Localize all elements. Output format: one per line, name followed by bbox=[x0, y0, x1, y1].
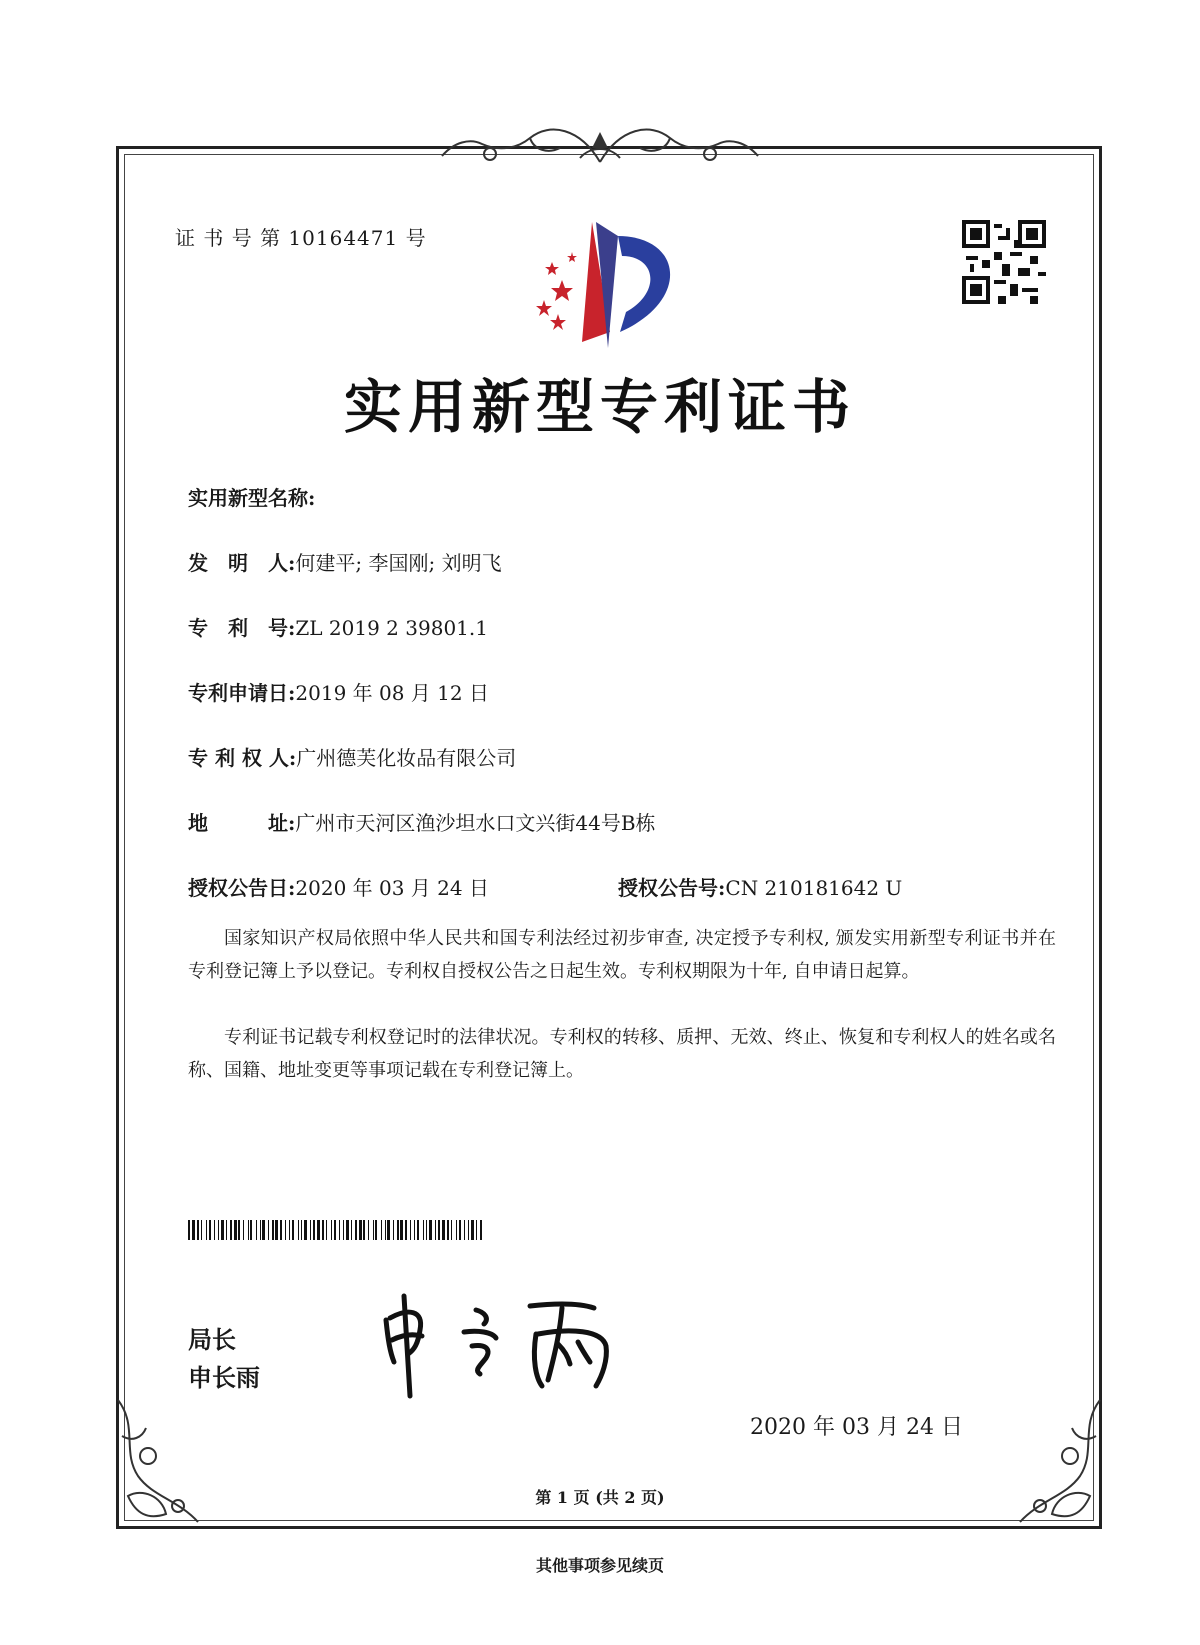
statement-paragraph-2: 专利证书记载专利权登记时的法律状况。专利权的转移、质押、无效、终止、恢复和专利权人的姓名或名称、国籍、地址变更等事项记载在专利登记簿上。 bbox=[188, 1027, 1056, 1081]
field-utility-model-name bbox=[188, 482, 315, 511]
field-inventors bbox=[188, 547, 502, 576]
director-signature-icon bbox=[380, 1290, 620, 1400]
field-application-date bbox=[188, 677, 489, 706]
corner-ornament-left-icon bbox=[108, 1396, 228, 1536]
field-value: 何建平; 李国刚; 刘明飞 bbox=[295, 551, 502, 575]
field-value: 广州市天河区渔沙坦水口文兴街44号B栋 bbox=[295, 811, 656, 835]
field-patentee bbox=[188, 742, 516, 771]
grant-number-label: 授权公告号: bbox=[618, 876, 726, 900]
field-label: 专 利 号: bbox=[188, 616, 296, 640]
field-value: 2019 年 08 月 12 日 bbox=[295, 681, 489, 705]
top-ornament-icon bbox=[430, 118, 770, 170]
field-label: 地 址: bbox=[188, 811, 296, 835]
grant-date-label: 授权公告日: bbox=[188, 876, 296, 900]
grant-date-value: 2020 年 03 月 24 日 bbox=[295, 876, 489, 900]
issue-date: 2020 年 03 月 24 日 bbox=[750, 1415, 963, 1440]
field-value: 广州德芙化妆品有限公司 bbox=[296, 746, 517, 770]
cnipa-emblem-icon bbox=[522, 222, 692, 350]
field-address bbox=[188, 807, 656, 836]
field-label: 专利申请日: bbox=[188, 681, 296, 705]
statement-paragraph-1: 国家知识产权局依照中华人民共和国专利法经过初步审查, 决定授予专利权, 颁发实用新型专利证书并在专利登记簿上予以登记。专利权自授权公告之日起生效。专利权期限为十年, 自申请日起算。 bbox=[188, 928, 1056, 982]
qr-code-icon bbox=[962, 220, 1046, 304]
corner-ornament-right-icon bbox=[990, 1396, 1110, 1536]
grant-number-value: CN 210181642 U bbox=[725, 876, 903, 900]
barcode-icon bbox=[188, 1220, 486, 1240]
director-title: 局长 bbox=[188, 1325, 236, 1354]
field-label: 专 利 权 人: bbox=[188, 746, 297, 770]
footer-note: 其他事项参见续页 bbox=[535, 1556, 664, 1575]
field-label: 发 明 人: bbox=[188, 551, 296, 575]
certificate-title: 实用新型专利证书 bbox=[343, 373, 856, 441]
certificate-number: 证 书 号 第 10164471 号 bbox=[175, 226, 427, 250]
grant-number-line bbox=[618, 872, 902, 901]
director-name: 申长雨 bbox=[188, 1363, 260, 1392]
page-indicator: 第 1 页 (共 2 页) bbox=[535, 1488, 665, 1507]
field-patent-number bbox=[188, 612, 488, 641]
field-label: 实用新型名称: bbox=[188, 486, 316, 510]
grant-date-line bbox=[188, 872, 489, 901]
field-value: ZL 2019 2 39801.1 bbox=[295, 616, 488, 640]
